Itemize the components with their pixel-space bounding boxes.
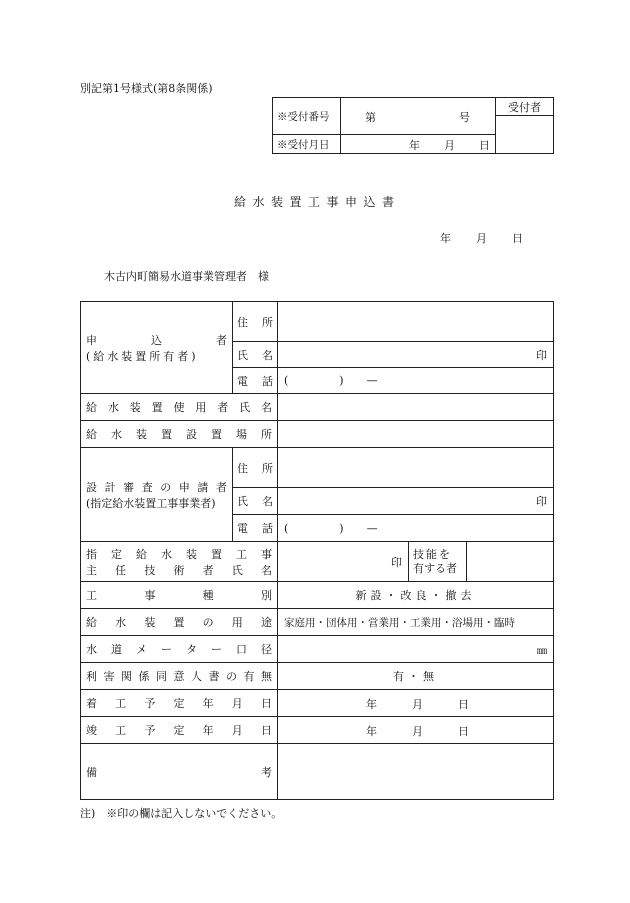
applicant-phone-open: ( bbox=[284, 374, 289, 387]
remarks-label: 備 考 bbox=[81, 744, 278, 800]
design-seal: 印 bbox=[536, 495, 548, 508]
design-applicant-label: 設 計 審 査 の 申 請 者 (指定給水装置工事事業者) bbox=[81, 448, 233, 542]
receipt-day: 日 bbox=[479, 139, 490, 152]
consent-label: 利 害 関 係 同 意 人 書 の 有 無 bbox=[81, 663, 278, 690]
completion-year: 年 bbox=[366, 725, 377, 738]
applicant-phone-close: ) bbox=[339, 374, 344, 387]
applicant-address-field[interactable] bbox=[278, 302, 554, 342]
meter-label: 水 道 メ ー タ ー 口 径 bbox=[81, 636, 278, 663]
receipt-number-prefix: 第 bbox=[365, 111, 376, 124]
design-address-field[interactable] bbox=[278, 448, 554, 488]
start-month: 月 bbox=[412, 698, 423, 711]
applicant-phone-dash: — bbox=[366, 374, 378, 387]
design-phone-label: 電 話 bbox=[233, 515, 278, 542]
applicant-phone-field[interactable] bbox=[278, 368, 554, 394]
skill-label-line1: 技能を bbox=[413, 547, 452, 561]
receipt-month: 月 bbox=[444, 139, 455, 152]
date-day: 日 bbox=[512, 232, 523, 245]
meter-unit: ㎜ bbox=[537, 645, 548, 657]
design-address-label: 住 所 bbox=[233, 448, 278, 488]
design-phone-close: ) bbox=[339, 521, 344, 535]
design-applicant-label-sub: (指定給水装置工事事業者) bbox=[86, 496, 216, 510]
design-name-field[interactable] bbox=[278, 488, 554, 515]
design-phone-open: ( bbox=[284, 521, 289, 535]
applicant-address-label: 住 所 bbox=[233, 302, 278, 342]
receiver-label: 受付者 bbox=[496, 98, 554, 116]
form-reference: 別記第1号様式(第8条関係) bbox=[80, 82, 213, 95]
start-date-field[interactable] bbox=[278, 690, 554, 717]
consent-options[interactable]: 有・無 bbox=[278, 663, 554, 690]
design-phone-field[interactable] bbox=[278, 515, 554, 542]
skill-label bbox=[409, 542, 467, 582]
user-name-field[interactable] bbox=[278, 394, 554, 421]
receipt-year: 年 bbox=[409, 139, 420, 152]
design-name-label: 氏 名 bbox=[233, 488, 278, 515]
chief-engineer-field[interactable] bbox=[278, 542, 409, 582]
date-month: 月 bbox=[476, 232, 487, 245]
receipt-number-suffix: 号 bbox=[459, 111, 470, 124]
applicant-seal: 印 bbox=[536, 348, 548, 362]
receipt-number-label: ※受付番号 bbox=[273, 98, 341, 135]
application-table bbox=[80, 301, 554, 800]
start-year: 年 bbox=[366, 698, 377, 711]
completion-month: 月 bbox=[412, 725, 423, 738]
receiver-field[interactable] bbox=[496, 116, 554, 154]
chief-engineer-label: 指 定 給 水 装 置 工 事 主 任 技 術 者 氏 名 bbox=[81, 542, 278, 582]
work-type-options[interactable]: 新設・改良・撤去 bbox=[278, 582, 554, 609]
design-phone-dash: — bbox=[366, 521, 378, 535]
start-day: 日 bbox=[458, 698, 469, 711]
receipt-box bbox=[272, 97, 554, 154]
start-date-label: 着 工 予 定 年 月 日 bbox=[81, 690, 278, 717]
completion-day: 日 bbox=[458, 725, 469, 738]
applicant-label: 申 込 者 (給水装置所有者) bbox=[81, 302, 233, 394]
addressee: 木古内町簡易水道事業管理者 様 bbox=[104, 270, 269, 283]
receipt-number-field[interactable] bbox=[341, 98, 496, 135]
receipt-date-label: ※受付月日 bbox=[273, 135, 341, 154]
completion-date-label: 竣 工 予 定 年 月 日 bbox=[81, 717, 278, 744]
remarks-field[interactable] bbox=[278, 744, 554, 800]
applicant-label-sub: (給水装置所有者) bbox=[86, 349, 199, 363]
skill-label-line2: 有する者 bbox=[413, 561, 457, 575]
usage-options[interactable]: 家庭用・団体用・営業用・工業用・浴場用・臨時 bbox=[278, 609, 554, 636]
install-place-field[interactable] bbox=[278, 421, 554, 448]
applicant-name-field[interactable] bbox=[278, 342, 554, 368]
meter-field[interactable] bbox=[278, 636, 554, 663]
applicant-name-label: 氏 名 bbox=[233, 342, 278, 368]
footnote: 注) ※印の欄は記入しないでください。 bbox=[80, 807, 283, 820]
usage-label: 給 水 装 置 の 用 途 bbox=[81, 609, 278, 636]
date-year: 年 bbox=[440, 232, 451, 245]
install-place-label: 給 水 装 置 設 置 場 所 bbox=[81, 421, 278, 448]
work-type-label: 工 事 種 別 bbox=[81, 582, 278, 609]
receipt-date-field[interactable] bbox=[341, 135, 496, 154]
chief-engineer-seal: 印 bbox=[391, 555, 402, 569]
applicant-phone-label: 電 話 bbox=[233, 368, 278, 394]
document-title: 給水装置工事申込書 bbox=[234, 195, 401, 209]
completion-date-field[interactable] bbox=[278, 717, 554, 744]
skill-field[interactable] bbox=[467, 542, 554, 582]
user-name-label: 給 水 装 置 使 用 者 氏 名 bbox=[81, 394, 278, 421]
